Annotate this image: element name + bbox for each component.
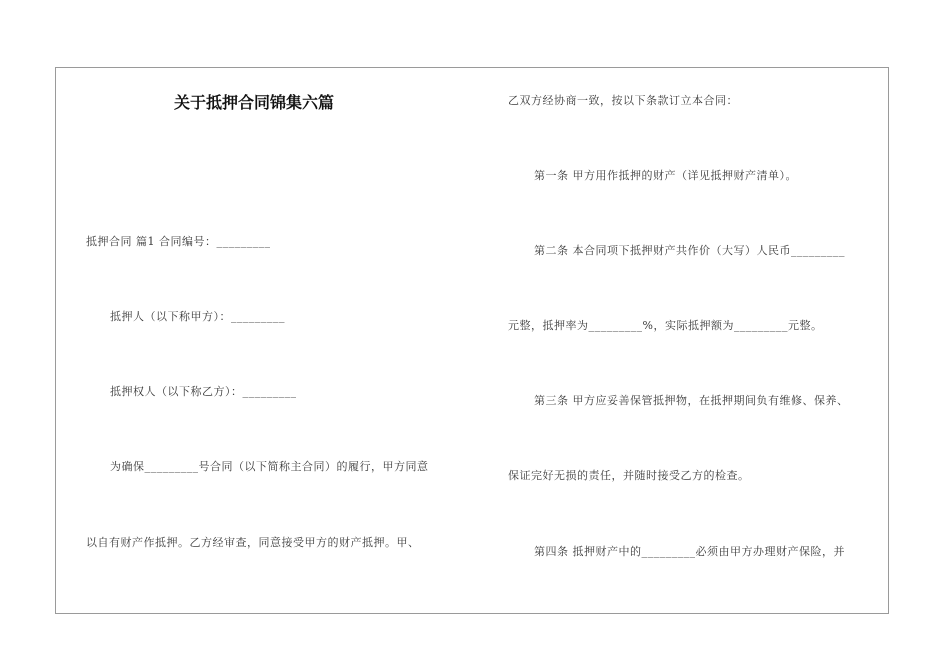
article-3-line: 第三条 甲方应妥善保管抵押物，在抵押期间负有维修、保养、	[534, 394, 849, 407]
article-4-line: 第四条 抵押财产中的_________必须由甲方办理财产保险，并	[534, 545, 845, 558]
paragraph-line: 乙双方经协商一致，按以下条款订立本合同：	[508, 94, 738, 107]
mortgagor-line: 抵押人（以下称甲方）：_________	[110, 310, 285, 323]
paragraph-line: 以自有财产作抵押。乙方经审查，同意接受甲方的财产抵押。甲、	[86, 536, 420, 549]
paragraph-line: 保证完好无损的责任，并随时接受乙方的检查。	[508, 469, 750, 482]
mortgagee-line: 抵押权人（以下称乙方）：_________	[110, 385, 297, 398]
document-title: 关于抵押合同锦集六篇	[174, 93, 335, 112]
paragraph-line: 元整，抵押率为_________%，实际抵押额为_________元整。	[508, 319, 823, 332]
contract-number-line: 抵押合同 篇1 合同编号：_________	[86, 235, 271, 248]
paragraph-line: 为确保_________号合同（以下简称主合同）的履行，甲方同意	[110, 460, 429, 473]
document-page-frame	[55, 67, 889, 614]
article-1-line: 第一条 甲方用作抵押的财产（详见抵押财产清单）。	[534, 169, 797, 182]
article-2-line: 第二条 本合同项下抵押财产共作价（大写）人民币_________	[534, 244, 845, 257]
